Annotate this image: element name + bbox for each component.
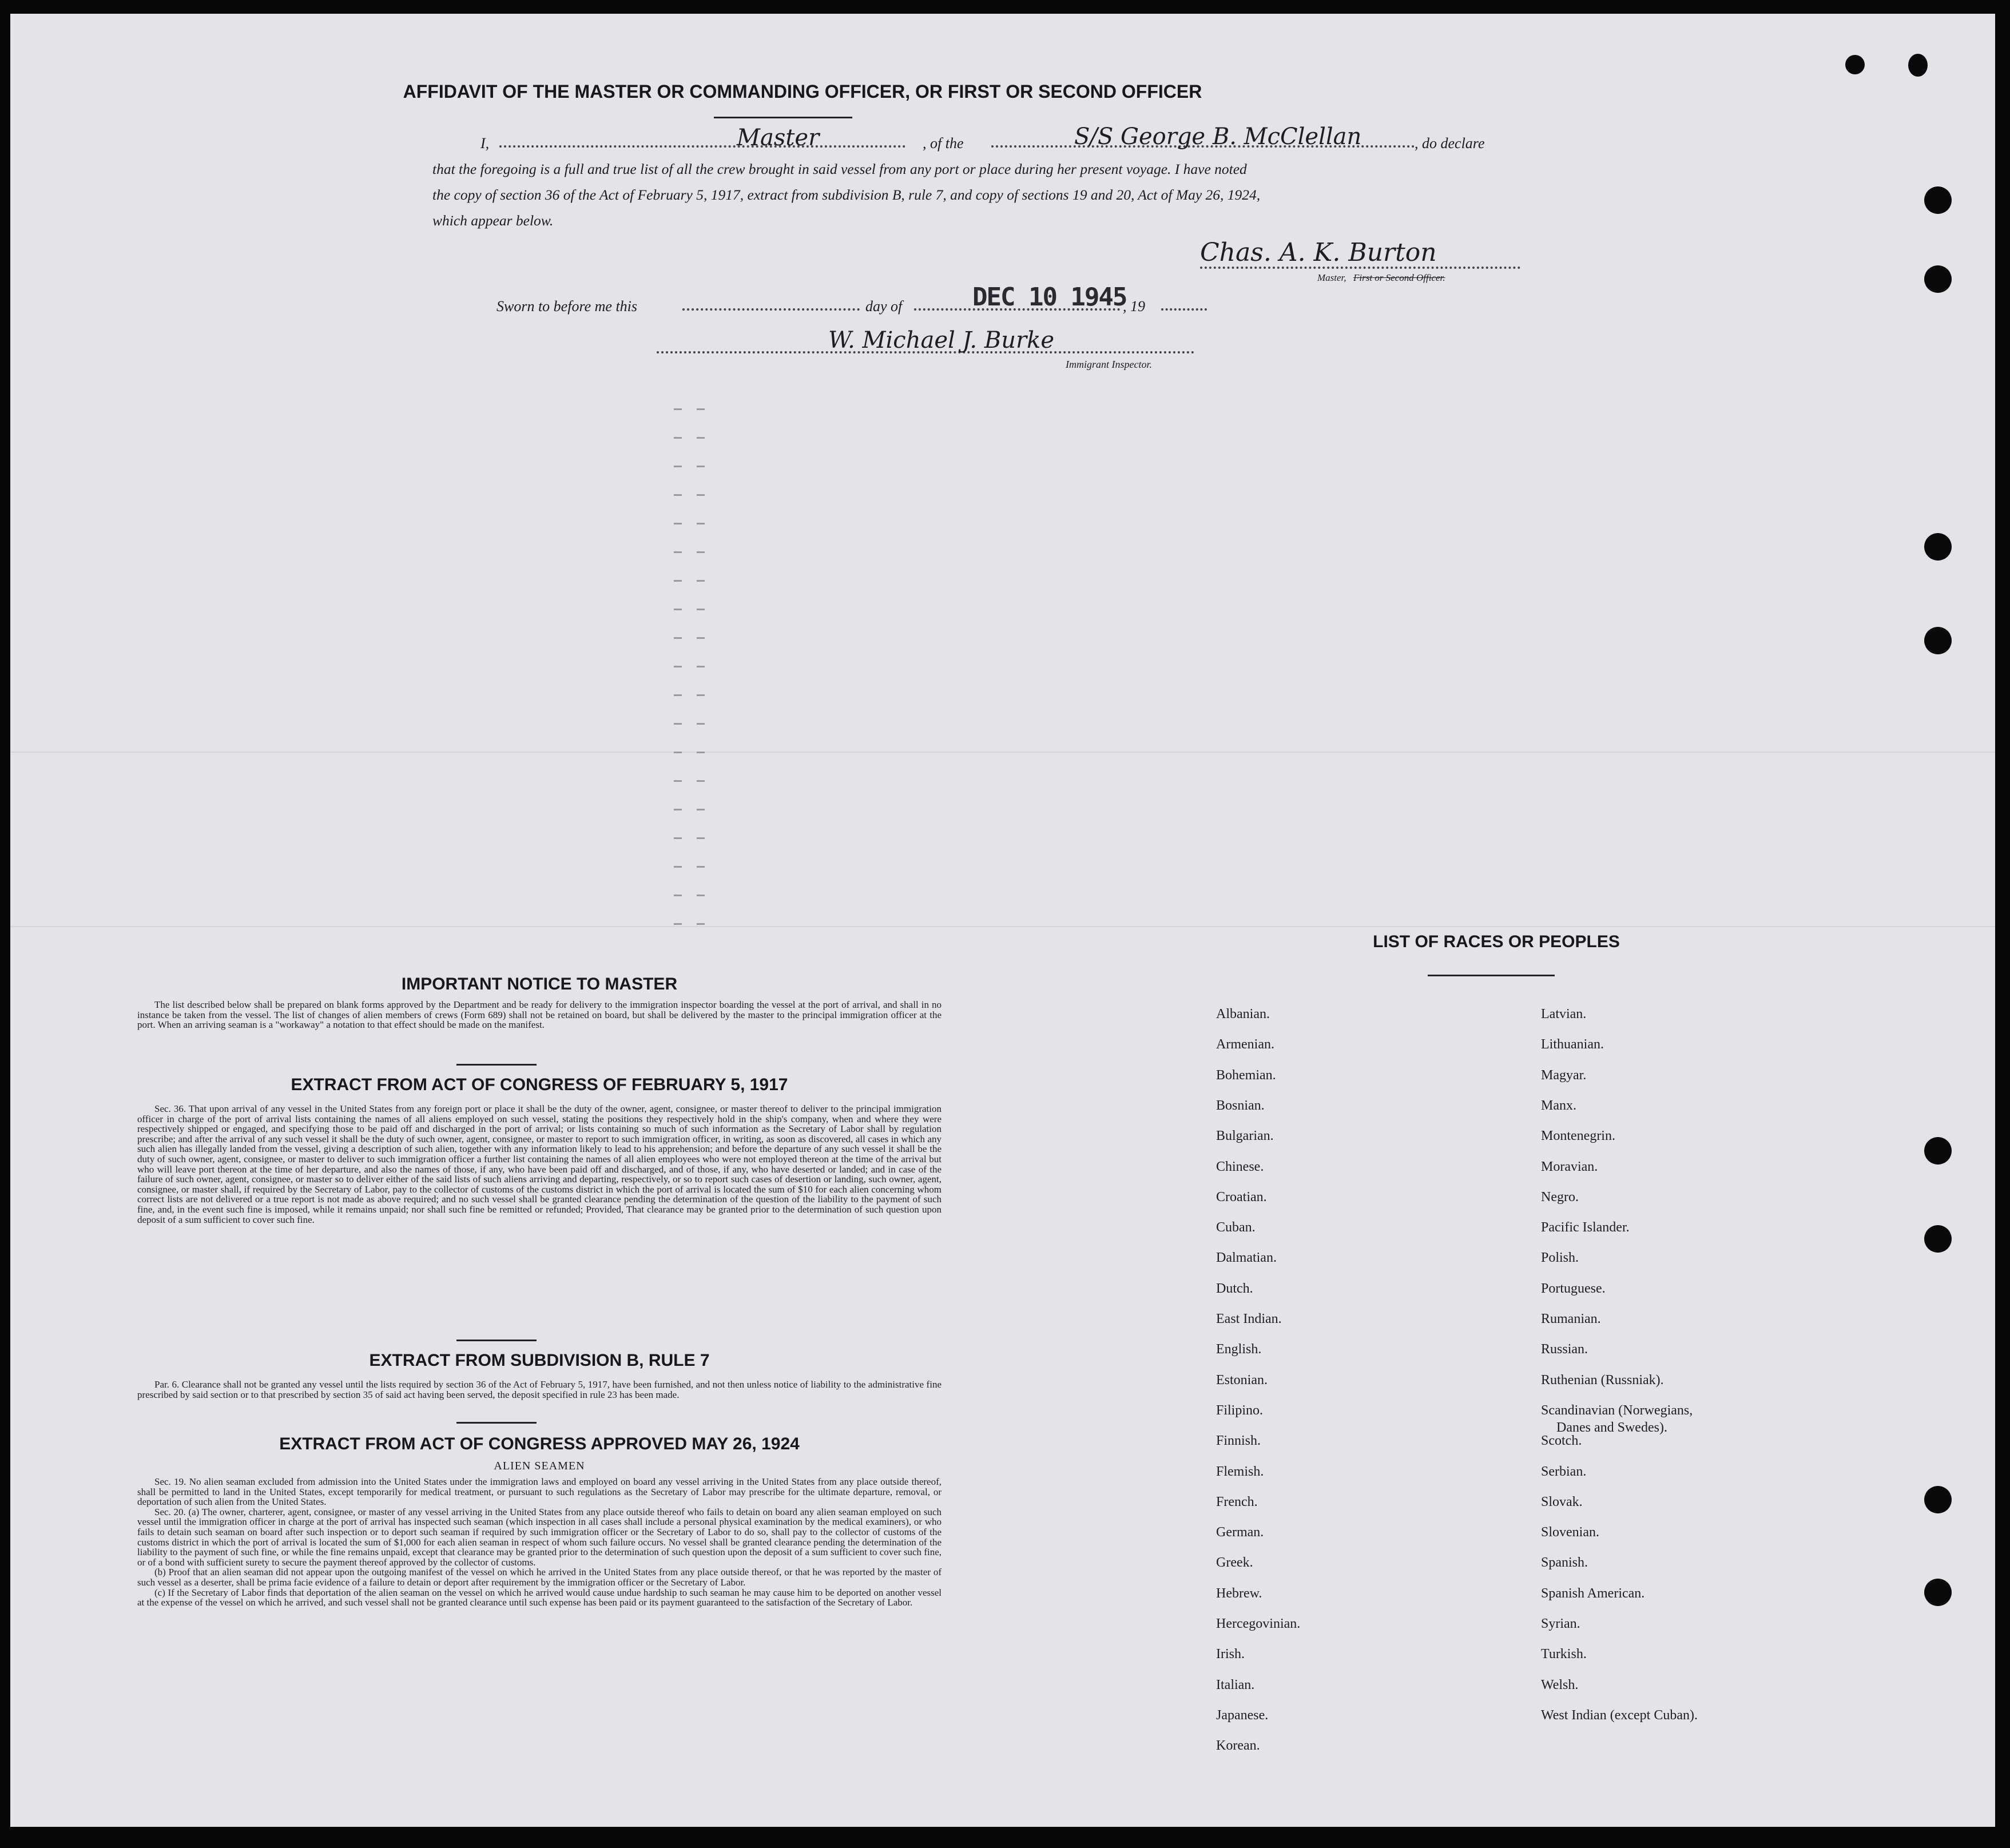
document-page bbox=[10, 14, 1995, 1827]
race-item: Turkish. bbox=[1541, 1647, 1587, 1662]
sec-20a-paragraph: Sec. 20. (a) The owner, charterer, agent, consignee, or master of any vessel arriving in the United States from any place outside thereof who fails to detain on board any alien seaman employed on such vessel until the immigration officer in charge at the port of arrival has inspected such seaman (which inspection in all cases shall include a personal physical examination by the medical examiners), or who fails to detain such seaman on board after such inspection or to deport such seaman if required by such immigration officer or the Secretary of Labor to do so, shall pay to the collector of customs of the customs district in which the port of arrival is located the sum of $1,000 for each alien seaman in respect of whom such failure occurs. No vessel shall be granted clearance pending the determination of the liability to the payment of such fine, or while the fine remains unpaid, except that clearance may be granted prior to the determination of such question upon the deposit of a sum sufficient to cover such fine, or of a bond with sufficient surety to secure the payment thereof approved by the collector of customs. bbox=[137, 1506, 942, 1568]
par-6-paragraph: Par. 6. Clearance shall not be granted any vessel until the lists required by section 36 of the Act of February 5, 1917, have been furnished, and not then unless notice of liability to the administrative fine prescribed by said section or to that prescribed by section 35 of said act having been served, the deposit specified in rule 23 has been made. bbox=[137, 1379, 942, 1400]
divider bbox=[1428, 975, 1555, 976]
race-item: Slovenian. bbox=[1541, 1525, 1599, 1540]
race-item: Ruthenian (Russniak). bbox=[1541, 1372, 1664, 1388]
inspector-label: Immigrant Inspector. bbox=[1066, 359, 1152, 370]
race-item: Portuguese. bbox=[1541, 1281, 1606, 1296]
race-item: Negro. bbox=[1541, 1189, 1579, 1205]
races-title: LIST OF RACES OR PEOPLES bbox=[1373, 932, 1620, 951]
notice-body bbox=[137, 1000, 942, 1030]
inspector-signature: W. Michael J. Burke bbox=[828, 327, 1055, 353]
divider bbox=[456, 1064, 537, 1066]
divider bbox=[456, 1340, 537, 1341]
race-item: Irish. bbox=[1216, 1647, 1245, 1662]
day-of-label: day of bbox=[865, 298, 903, 315]
race-item: Italian. bbox=[1216, 1677, 1255, 1692]
punch-hole bbox=[1924, 1486, 1952, 1513]
punch-hole bbox=[1924, 1225, 1952, 1253]
declare-label: , do declare bbox=[1415, 135, 1485, 152]
race-item: Lithuanian. bbox=[1541, 1037, 1604, 1052]
day-field-line bbox=[682, 308, 860, 311]
sec-20b-paragraph: (b) Proof that an alien seaman did not appear upon the outgoing manifest of the vessel on which he arrived in the United States from any place outside thereof, or that he was reported by the master of such vessel as a deserter, shall be prima facie evidence of a failure to detain or deport after requirement by the immigration officer or the Secretary of Labor. bbox=[137, 1567, 942, 1588]
race-item: Serbian. bbox=[1541, 1464, 1587, 1479]
of-the-label: , of the bbox=[923, 135, 964, 152]
race-item: Dalmatian. bbox=[1216, 1250, 1277, 1266]
divider bbox=[714, 117, 852, 118]
year-label: , 19 bbox=[1123, 298, 1145, 315]
race-item: Bosnian. bbox=[1216, 1098, 1265, 1113]
notice-paragraph: The list described below shall be prepared on blank forms approved by the Department and be ready for delivery to the immigration inspector boarding the vessel at the port of arrival, and shall in no instance be taken from the vessel. The list of changes of alien members of crews (Form 689) shall not be retained on board, but shall be delivered by the master to the principal immigration officer at the port. When an arriving seaman is a "workaway" a notation to that effect should be made on the manifest. bbox=[137, 999, 942, 1031]
race-item: Rumanian. bbox=[1541, 1312, 1601, 1326]
punch-hole bbox=[1924, 265, 1952, 293]
extract-1924-title: EXTRACT FROM ACT OF CONGRESS APPROVED MAY 26, 1924 bbox=[279, 1434, 800, 1453]
race-item: Armenian. bbox=[1216, 1037, 1274, 1052]
race-item: Flemish. bbox=[1216, 1464, 1264, 1479]
punch-hole bbox=[1924, 186, 1952, 214]
affidavit-body-line-3: which appear below. bbox=[432, 212, 554, 229]
master-handwriting: Master bbox=[737, 125, 820, 151]
punch-hole bbox=[1908, 54, 1928, 77]
struck-officer-label: First or Second Officer. bbox=[1353, 272, 1445, 283]
race-item: Estonian. bbox=[1216, 1372, 1268, 1388]
master-field-line bbox=[499, 145, 905, 148]
race-item: Japanese. bbox=[1216, 1707, 1269, 1723]
race-item: English. bbox=[1216, 1342, 1262, 1357]
alien-seamen-subtitle: ALIEN SEAMEN bbox=[494, 1460, 585, 1472]
race-item: West Indian (except Cuban). bbox=[1541, 1707, 1698, 1723]
punch-hole bbox=[1845, 55, 1865, 74]
sec-20c-paragraph: (c) If the Secretary of Labor finds that deportation of the alien seaman on the vessel on which he arrived would cause undue hardship to such seaman he may cause him to be deported on another vessel at the expense of the vessel on which he arrived, and such vessel shall not be granted clearance until such expense has been paid or its payment guaranteed to the satisfaction of the Secretary of Labor. bbox=[137, 1587, 942, 1608]
race-item: Syrian. bbox=[1541, 1616, 1580, 1631]
notice-title: IMPORTANT NOTICE TO MASTER bbox=[401, 975, 678, 993]
race-item: Latvian. bbox=[1541, 1007, 1587, 1022]
race-item: Hebrew. bbox=[1216, 1585, 1262, 1601]
i-label: I, bbox=[480, 135, 490, 152]
extract-rule-7-title: EXTRACT FROM SUBDIVISION B, RULE 7 bbox=[369, 1351, 710, 1370]
race-item: Spanish American. bbox=[1541, 1585, 1645, 1601]
race-item: Magyar. bbox=[1541, 1067, 1587, 1083]
extract-rule-7-body bbox=[137, 1380, 942, 1400]
race-item: Albanian. bbox=[1216, 1007, 1270, 1022]
year-field-line bbox=[1161, 308, 1207, 311]
race-item: Filipino. bbox=[1216, 1402, 1264, 1418]
punch-hole bbox=[1924, 1579, 1952, 1606]
race-item: German. bbox=[1216, 1525, 1264, 1540]
affidavit-body-line-2: the copy of section 36 of the Act of February 5, 1917, extract from subdivision B, rule 7, and copy of sections 19 and 20, Act of May 26, 1924, bbox=[432, 186, 1261, 203]
punch-hole bbox=[1924, 533, 1952, 561]
affidavit-body-line-1: that the foregoing is a full and true list of all the crew brought in said vessel from any port or place during her present voyage. I have noted bbox=[432, 161, 1247, 177]
race-item: Scandinavian (Norwegians, bbox=[1541, 1402, 1693, 1418]
extract-1924-body bbox=[137, 1477, 942, 1608]
race-item: Spanish. bbox=[1541, 1555, 1588, 1571]
race-item: Slovak. bbox=[1541, 1494, 1583, 1509]
master-label: Master, bbox=[1317, 272, 1346, 283]
race-item: Bulgarian. bbox=[1216, 1128, 1274, 1144]
vessel-handwriting: S/S George B. McClellan bbox=[1074, 124, 1362, 150]
race-item: Bohemian. bbox=[1216, 1067, 1276, 1083]
race-item: Korean. bbox=[1216, 1738, 1260, 1754]
race-item: Hercegovinian. bbox=[1216, 1616, 1301, 1631]
master-signature: Chas. A. K. Burton bbox=[1200, 238, 1437, 267]
race-item: Croatian. bbox=[1216, 1189, 1267, 1205]
sec-36-paragraph: Sec. 36. That upon arrival of any vessel in the United States from any foreign port or place it shall be the duty of the owner, agent, consignee, or master thereof to deliver to the principal immigration officer in charge of the port of arrival lists containing the names of all aliens employed on such vessel, stating the positions they respectively hold in the ship's company, when and where they were respectively shipped or engaged, and specifying those to be paid off and discharged in the port of arrival; or lists containing so much of such information as the Secretary of Labor shall by regulation prescribe; and after the arrival of any such vessel it shall be the duty of such owner, agent, consignee, or master to report to such immigration officer, in writing, as soon as discovered, all cases in which any such alien has illegally landed from the vessel, giving a description of such alien, together with any information likely to lead to his apprehension; and before the departure of any such vessel it shall be the duty of such owner, agent, consignee, or master to deliver to such immigration officer a further list containing the names of all alien employees who were not employed thereon at the time of the arrival but who will leave port thereon at the time of her departure, and also the names of those, if any, who have been paid off and discharged, and of those, if any, who have deserted or landed; and in case of the failure of such owner, agent, consignee, or master so to deliver either of the said lists of such aliens arriving and departing, respectively, or so to report such cases of desertion or landing, such owner, agent, consignee, or master shall, if required by the Secretary of Labor, pay to the collector of customs of the customs district in which the port of arrival is located the sum of $10 for each alien concerning whom correct lists are not delivered or a true report is not made as above required; and no such vessel shall be granted clearance pending the determination of the question of the liability to the payment of such fine, and, in the event such fine is imposed, while it remains unpaid; nor shall such fine be remitted or refunded; Provided, That clearance may be granted prior to the determination of such question upon deposit of a sum sufficient to cover such fine. bbox=[137, 1103, 942, 1225]
race-item: Pacific Islander. bbox=[1541, 1220, 1630, 1235]
race-item: Russian. bbox=[1541, 1342, 1588, 1357]
race-item: French. bbox=[1216, 1494, 1258, 1509]
sec-19-paragraph: Sec. 19. No alien seaman excluded from admission into the United States under the immigration laws and employed on board any vessel arriving in the United States from any place outside thereof, shall be permitted to land in the United States, except temporarily for medical treatment, or pursuant to such regulations as the Secretary of Labor may prescribe for the ultimate departure, removal, or deportation of such alien from the United States. bbox=[137, 1476, 942, 1508]
race-item: Montenegrin. bbox=[1541, 1128, 1615, 1144]
punch-hole bbox=[1924, 1137, 1952, 1165]
race-item: Cuban. bbox=[1216, 1220, 1256, 1235]
punch-hole bbox=[1924, 627, 1952, 654]
race-item: Scotch. bbox=[1541, 1433, 1582, 1449]
race-item: Moravian. bbox=[1541, 1159, 1598, 1174]
race-item: Welsh. bbox=[1541, 1677, 1579, 1692]
divider bbox=[456, 1422, 537, 1424]
sworn-label: Sworn to before me this bbox=[496, 298, 638, 315]
race-item: Polish. bbox=[1541, 1250, 1579, 1266]
fold-line bbox=[10, 752, 1995, 753]
date-stamp: DEC 10 1945 bbox=[972, 283, 1127, 312]
race-item: East Indian. bbox=[1216, 1312, 1282, 1326]
affidavit-title: AFFIDAVIT OF THE MASTER OR COMMANDING OFFICER, OR FIRST OR SECOND OFFICER bbox=[403, 81, 1202, 102]
fold-line bbox=[10, 926, 1995, 927]
race-item: Dutch. bbox=[1216, 1281, 1253, 1296]
race-item: Greek. bbox=[1216, 1555, 1253, 1571]
race-item: Danes and Swedes). bbox=[1556, 1420, 1667, 1435]
race-item: Finnish. bbox=[1216, 1433, 1261, 1449]
race-item: Chinese. bbox=[1216, 1159, 1264, 1174]
race-item: Manx. bbox=[1541, 1098, 1576, 1113]
extract-1917-body bbox=[137, 1104, 942, 1225]
extract-1917-title: EXTRACT FROM ACT OF CONGRESS OF FEBRUARY 5, 1917 bbox=[291, 1075, 788, 1094]
